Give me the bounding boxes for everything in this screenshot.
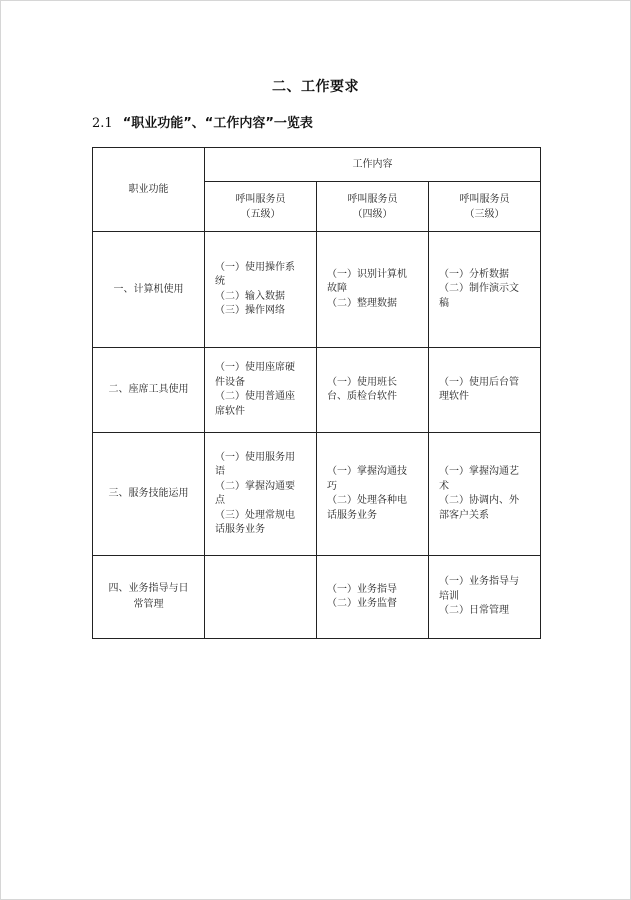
function-cell xyxy=(93,348,205,433)
content-line: （二）制作演示文 xyxy=(439,283,519,295)
content-line: 席软件 xyxy=(215,405,245,417)
content-line: 巧 xyxy=(327,480,337,492)
function-header: 职业功能 xyxy=(128,184,169,195)
content-cell-5 xyxy=(205,433,317,556)
content-line: （一）使用操作系 xyxy=(215,261,295,273)
content-line: 统 xyxy=(215,276,225,287)
level-grade: （五级） xyxy=(240,208,281,220)
content-header-cell xyxy=(205,148,541,182)
function-label: 二、座席工具使用 xyxy=(108,384,189,395)
content-line: （二）整理数据 xyxy=(327,297,397,309)
table-row xyxy=(93,348,541,433)
function-content-table xyxy=(92,147,541,639)
content-line: （二）业务监督 xyxy=(327,598,397,609)
function-label: 三、服务技能运用 xyxy=(108,488,189,499)
content-cell-5-empty xyxy=(205,556,317,639)
level-title: 呼叫服务员 xyxy=(235,193,286,205)
content-line: 稿 xyxy=(439,297,449,309)
level-header-4 xyxy=(317,182,429,232)
content-line: 点 xyxy=(215,495,225,506)
table-row xyxy=(93,556,541,639)
section-heading: 二、工作要求 xyxy=(272,79,359,95)
content-line: （一）掌握沟通艺 xyxy=(439,466,519,477)
content-cell-3 xyxy=(429,348,541,433)
content-line: （一）使用后台管 xyxy=(439,376,519,388)
function-label: 常管理 xyxy=(133,599,164,610)
level-grade: （三级） xyxy=(464,208,505,220)
content-line: 培训 xyxy=(439,590,459,602)
table-row xyxy=(93,232,541,348)
content-cell-3 xyxy=(429,556,541,639)
level-header-3 xyxy=(429,182,541,232)
level-title: 呼叫服务员 xyxy=(459,193,510,205)
content-cell-4 xyxy=(317,556,429,639)
function-cell xyxy=(93,433,205,556)
content-line: 台、质检台软件 xyxy=(327,391,397,402)
content-line: 话服务业务 xyxy=(327,509,377,521)
content-line: （一）分析数据 xyxy=(439,268,509,280)
content-cell-3 xyxy=(429,232,541,348)
content-cell-4 xyxy=(317,433,429,556)
level-title: 呼叫服务员 xyxy=(347,193,398,205)
content-header: 工作内容 xyxy=(352,159,393,170)
level-grade: （四级） xyxy=(352,208,393,220)
content-cell-4 xyxy=(317,348,429,433)
function-label: 一、计算机使用 xyxy=(113,283,184,295)
subsection-number: 2.1 xyxy=(92,116,113,131)
content-line: （三）操作网络 xyxy=(215,305,285,316)
content-line: （一）使用服务用 xyxy=(215,451,295,463)
content-line: （二）掌握沟通要 xyxy=(215,480,295,492)
function-cell xyxy=(93,232,205,348)
content-line: 部客户关系 xyxy=(439,509,489,521)
content-line: （二）使用普通座 xyxy=(215,391,295,402)
subsection-text: “职业功能”、“工作内容”一览表 xyxy=(122,116,313,131)
content-line: 理软件 xyxy=(439,391,469,402)
content-cell-5 xyxy=(205,348,317,433)
content-line: （二）处理各种电 xyxy=(327,495,407,506)
content-cell-3 xyxy=(429,433,541,556)
function-label: 四、业务指导与日 xyxy=(108,583,189,594)
content-cell-5 xyxy=(205,232,317,348)
content-line: （一）掌握沟通技 xyxy=(327,466,407,477)
content-line: （一）业务指导与 xyxy=(439,576,519,588)
content-line: （二）协调内、外 xyxy=(439,495,519,506)
content-line: （一）业务指导 xyxy=(327,583,397,595)
content-line: 话服务业务 xyxy=(215,524,265,535)
function-header-cell xyxy=(93,148,205,232)
content-line: （二）日常管理 xyxy=(439,605,509,617)
level-header-5 xyxy=(205,182,317,232)
function-cell xyxy=(93,556,205,639)
table-header-row xyxy=(93,148,541,182)
subsection-heading xyxy=(92,112,313,131)
content-line: （一）使用班长 xyxy=(327,376,397,388)
content-line: 故障 xyxy=(327,283,347,295)
content-line: （一）识别计算机 xyxy=(327,268,407,280)
content-line: （三）处理常规电 xyxy=(215,509,295,521)
content-line: 术 xyxy=(439,480,449,492)
content-line: （一）使用座席硬 xyxy=(215,362,295,373)
content-cell-4 xyxy=(317,232,429,348)
table-row xyxy=(93,433,541,556)
content-line: 语 xyxy=(215,466,225,477)
content-line: （二）输入数据 xyxy=(215,290,285,302)
content-line: 件设备 xyxy=(215,376,245,388)
